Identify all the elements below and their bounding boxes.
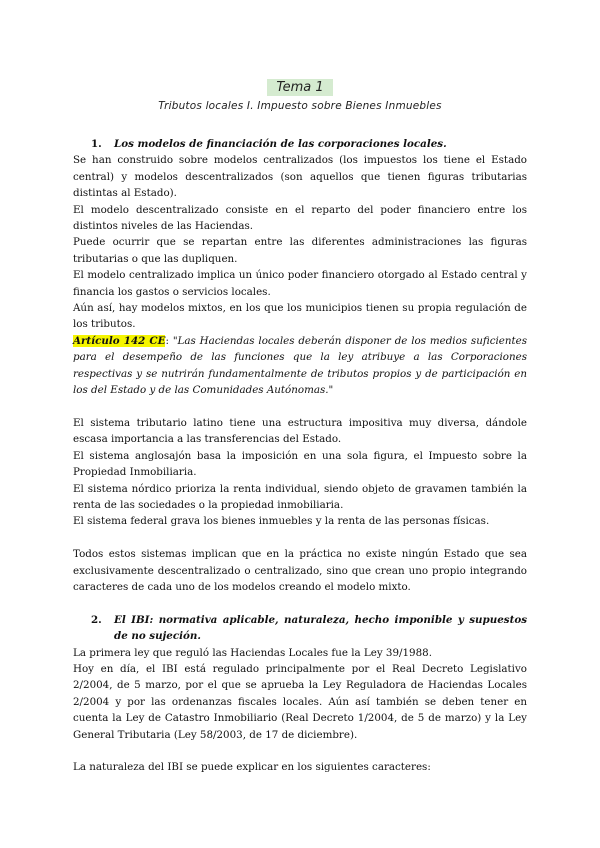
paragraph: El modelo descentralizado consiste en el reparto del poder financiero entre los distintos niveles de las Haciendas. <box>73 203 527 233</box>
section-1-heading <box>73 136 527 152</box>
paragraph: La naturaleza del IBI se puede explicar en los siguientes caracteres: <box>73 761 431 774</box>
document-body <box>73 136 527 776</box>
paragraph: Puede ocurrir que se repartan entre las diferentes administraciones las figuras tributarias o que las dupliquen. <box>73 236 527 265</box>
spacer <box>73 530 527 546</box>
section-1-number: 1. <box>91 138 102 150</box>
section-1-title: Los modelos de financiación de las corporaciones locales. <box>114 138 447 150</box>
paragraph: Aún así, hay modelos mixtos, en los que los municipios tienen su propia regulación de los tributos. <box>73 302 527 331</box>
paragraph: Hoy en día, el IBI está regulado principalmente por el Real Decreto Legislativo 2/2004, de 5 marzo, por el que se aprueba la Ley Reguladora de Haciendas Locales 2/2004 y por las ordenanzas fiscales locales. Aún así también se deben tener en cuenta la Ley de Catastro Inmobiliario (Real Decreto 1/2004, de 5 de marzo) y la Ley General Tributaria (Ley 58/2003, de 17 de diciembre). <box>73 662 527 741</box>
paragraph: La primera ley que reguló las Haciendas Locales fue la Ley 39/1988. <box>73 646 432 659</box>
page-subtitle: Tributos locales I. Impuesto sobre Bienes Inmuebles <box>158 100 442 112</box>
section-2-number: 2. <box>91 613 102 626</box>
paragraph: El sistema tributario latino tiene una estructura impositiva muy diversa, dándole escasa importancia a las transferencias del Estado. <box>73 416 527 446</box>
paragraph: El modelo centralizado implica un único poder financiero otorgado al Estado central y financia los gastos o servicios locales. <box>73 269 527 298</box>
paragraph: Se han construido sobre modelos centralizados (los impuestos los tiene el Estado central) y modelos descentralizados (son aquellos que tienen figuras tributarias distintas al Estado). <box>73 154 527 200</box>
page-title: Tema 1 <box>267 79 332 96</box>
spacer <box>73 595 527 611</box>
spacer <box>73 743 527 759</box>
article-citation <box>73 333 527 399</box>
paragraph: El sistema anglosajón basa la imposición en una sola figura, el Impuesto sobre la Propiedad Inmobiliaria. <box>73 449 527 479</box>
article-quote: "Las Haciendas locales deberán disponer de los medios suficientes para el desempeño de las funciones que la ley atribuye a las Corporaciones respectivas y se nutrirán fundamentalmente de tributos propios y de participación en los del Estado y de las Comunidades Autónomas." <box>73 334 528 397</box>
paragraph: Todos estos sistemas implican que en la práctica no existe ningún Estado que sea exclusivamente descentralizado o centralizado, sino que crean uno propio integrando caracteres de cada uno de los modelos creando el modelo mixto. <box>73 548 527 593</box>
article-separator: : <box>165 334 173 347</box>
section-2-heading <box>73 612 527 645</box>
article-label-highlight: Artículo 142 CE <box>73 334 166 347</box>
paragraph: El sistema federal grava los bienes inmuebles y la renta de las personas físicas. <box>73 515 490 528</box>
section-2-title: El IBI: normativa aplicable, naturaleza, hecho imponible y supuestos de no sujeción. <box>114 613 527 643</box>
paragraph: El sistema nórdico prioriza la renta individual, siendo objeto de gravamen también la renta de las sociedades o la propiedad inmobiliaria. <box>73 482 527 511</box>
title-wrapper <box>0 76 600 96</box>
spacer <box>73 399 527 415</box>
